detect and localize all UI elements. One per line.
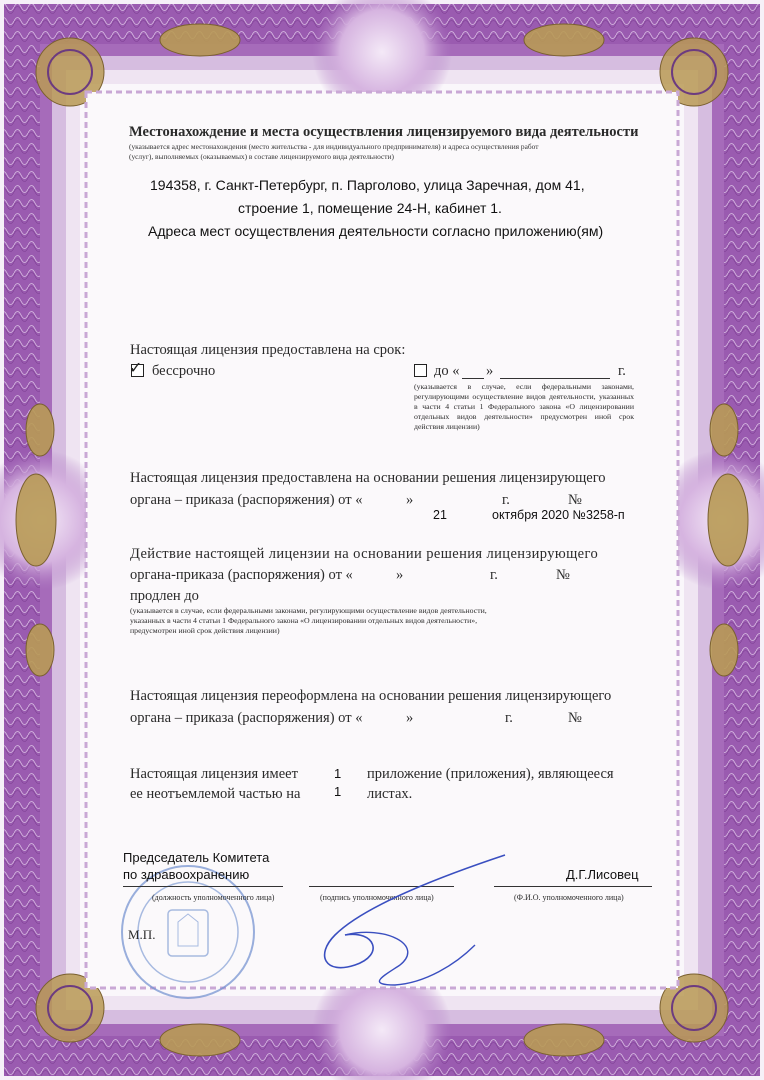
position-line (123, 886, 283, 887)
name-caption: (Ф.И.О. уполномоченного лица) (514, 893, 624, 902)
extension-year-mark: г. (490, 567, 498, 583)
until-year: г. (618, 363, 626, 379)
seal-place: М.П. (128, 927, 156, 942)
basis-number-mark: № (568, 492, 582, 508)
until-date-line (500, 378, 610, 379)
appendix-line-2-end: листах. (367, 786, 413, 802)
sign-caption: (подпись уполномоченного лица) (320, 893, 434, 902)
extension-close-quote: » (396, 567, 404, 583)
basis-close-quote: » (406, 492, 414, 508)
until-prefix: до « (434, 363, 460, 379)
appendix-sheets: 1 (334, 784, 342, 799)
basis-date-number: октября 2020 №3258-п (492, 508, 625, 522)
checkmark-icon: ✓ (129, 358, 143, 377)
heading-note-1: (указывается адрес местонахождения (место жительства - для индивидуального предпринимателя) и адреса осуществления работ (129, 142, 539, 151)
address-line-1: 194358, г. Санкт-Петербург, п. Парголово, улица Заречная, дом 41, (150, 177, 585, 193)
appendix-line-2: ее неотъемлемой частью на (130, 786, 301, 802)
term-label: Настоящая лицензия предоставлена на срок: (130, 342, 406, 358)
section-heading: Местонахождение и места осуществления лицензируемого вида деятельности (129, 124, 639, 140)
handwritten-signature (305, 835, 535, 995)
position-caption: (должность уполномоченного лица) (152, 893, 275, 902)
extension-line-2: органа-приказа (распоряжения) от « (130, 567, 353, 583)
basis-line-2: органа – приказа (распоряжения) от « (130, 492, 363, 508)
signer-position-2: по здравоохранению (123, 867, 250, 882)
reissue-close-quote: » (406, 710, 414, 726)
address-line-2: строение 1, помещение 24-Н, кабинет 1. (238, 200, 502, 216)
until-close-quote: » (486, 363, 494, 379)
until-checkbox[interactable] (414, 364, 427, 377)
address-line-3: Адреса мест осуществления деятельности согласно приложению(ям) (148, 223, 604, 239)
reissue-line-1: Настоящая лицензия переоформлена на основании решения лицензирующего (130, 688, 612, 704)
until-day-line (462, 378, 484, 379)
reissue-number-mark: № (568, 710, 582, 726)
extension-line-1: Действие настоящей лицензии на основании решения лицензирующего (130, 546, 599, 562)
extension-note: (указывается в случае, если федеральными законами, регулирующими осуществление видов деятельности, указанных в части 4 статьи 1 Федерального закона «О лицензировании отдельных видов деятельности», предусмотрен иной срок действия лицензии) (130, 606, 487, 635)
reissue-year-mark: г. (505, 710, 513, 726)
heading-note-2: (услуг), выполняемых (оказываемых) в составе лицензируемого вида деятельности) (129, 152, 394, 161)
signer-name: Д.Г.Лисовец (566, 867, 639, 882)
appendix-line-1: Настоящая лицензия имеет (130, 766, 298, 782)
appendix-count: 1 (334, 766, 342, 781)
extension-line-3: продлен до (130, 588, 199, 604)
basis-day: 21 (433, 508, 447, 522)
signer-position-1: Председатель Комитета (123, 850, 270, 865)
extension-number-mark: № (556, 567, 570, 583)
reissue-line-2: органа – приказа (распоряжения) от « (130, 710, 363, 726)
appendix-line-1-end: приложение (приложения), являющееся (367, 766, 614, 782)
until-note: (указывается в случае, если федеральными законами, регулирующими осуществление видов деятельности, указанных в части 4 статьи 1 Федерального закона «О лицензировании отдельных видов деятельности» предусмотрен иной срок действия лицензии) (414, 382, 634, 431)
basis-year-mark: г. (502, 492, 510, 508)
basis-line-1: Настоящая лицензия предоставлена на основании решения лицензирующего (130, 470, 606, 486)
indefinite-label: бессрочно (152, 363, 216, 379)
